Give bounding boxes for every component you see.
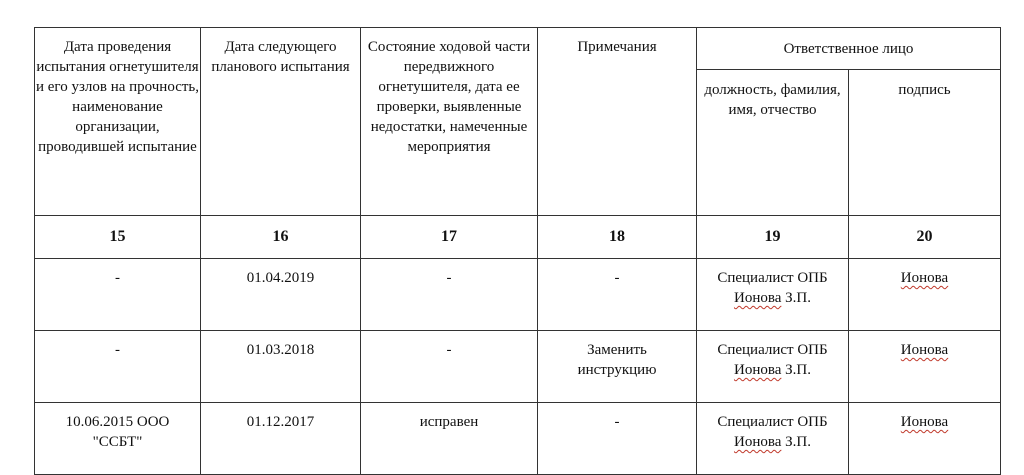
column-number: 16 <box>201 216 361 259</box>
cell-signature: Ионова <box>849 259 1001 331</box>
header-signature: подпись <box>849 70 1001 216</box>
header-test-date: Дата проведения испытания огнетушителя и его узлов на прочность, наименование организации, проводившей испытание <box>35 28 201 216</box>
header-next-test-date: Дата следующего планового испытания <box>201 28 361 216</box>
cell-test-date: - <box>35 259 201 331</box>
cell-responsible: Специалист ОПБ Ионова З.П. <box>697 331 849 403</box>
cell-notes: - <box>538 403 697 475</box>
cell-signature: Ионова <box>849 403 1001 475</box>
column-number: 17 <box>361 216 538 259</box>
cell-signature: Ионова <box>849 331 1001 403</box>
column-number: 20 <box>849 216 1001 259</box>
header-notes: Примечания <box>538 28 697 216</box>
cell-next-test-date: 01.04.2019 <box>201 259 361 331</box>
cell-chassis-state: - <box>361 259 538 331</box>
cell-responsible: Специалист ОПБ Ионова З.П. <box>697 259 849 331</box>
column-numbers-row <box>35 216 1001 259</box>
extinguisher-journal-table <box>34 27 1001 475</box>
column-number: 15 <box>35 216 201 259</box>
cell-responsible: Специалист ОПБ Ионова З.П. <box>697 403 849 475</box>
table-row <box>35 403 1001 475</box>
header-responsible-person: Ответственное лицо <box>697 28 1001 70</box>
table-row <box>35 331 1001 403</box>
cell-next-test-date: 01.03.2018 <box>201 331 361 403</box>
cell-notes: Заменить инструкцию <box>538 331 697 403</box>
cell-next-test-date: 01.12.2017 <box>201 403 361 475</box>
cell-chassis-state: - <box>361 331 538 403</box>
cell-test-date: 10.06.2015 ООО "ССБТ" <box>35 403 201 475</box>
header-chassis-state: Состояние ходовой части передвижного огнетушителя, дата ее проверки, выявленные недостатки, намеченные мероприятия <box>361 28 538 216</box>
column-number: 19 <box>697 216 849 259</box>
column-number: 18 <box>538 216 697 259</box>
table-row <box>35 259 1001 331</box>
cell-chassis-state: исправен <box>361 403 538 475</box>
cell-notes: - <box>538 259 697 331</box>
header-position-name: должность, фамилия, имя, отчество <box>697 70 849 216</box>
cell-test-date: - <box>35 331 201 403</box>
